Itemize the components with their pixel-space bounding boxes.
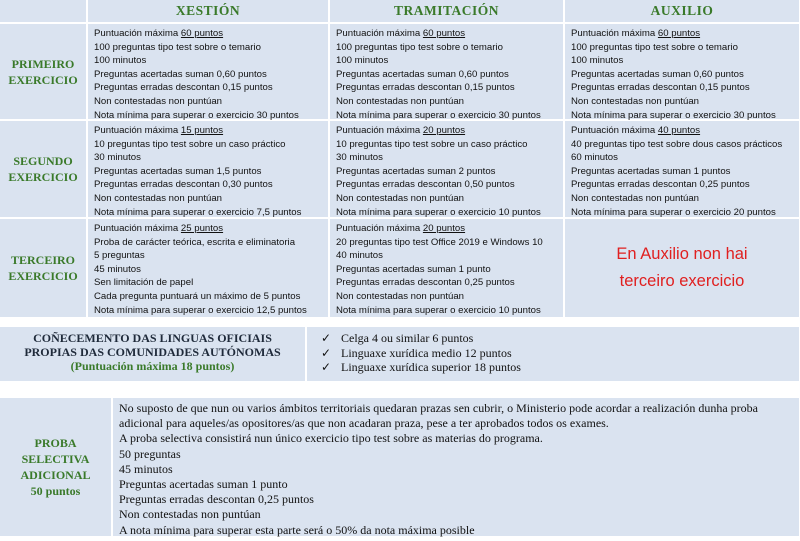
row-label-line: SEGUNDO bbox=[13, 154, 73, 168]
detail-line: 30 minutos bbox=[336, 152, 383, 164]
description-line: A nota mínima para superar esta parte será o 50% da nota máxima posible bbox=[119, 522, 475, 537]
detail-line: Non contestadas non puntúan bbox=[571, 95, 700, 107]
cell-terceiro-xestion bbox=[88, 219, 328, 317]
detail-line: 20 preguntas tipo test Office 2019 e Windows 10 bbox=[336, 236, 543, 248]
detail-line: Nota mínima para superar o exercicio 10 puntos bbox=[336, 206, 541, 218]
cell-segundo-tramitacion bbox=[330, 121, 563, 217]
additional-label-line: 50 puntos bbox=[30, 484, 81, 498]
detail-line: Nota mínima para superar o exercicio 30 puntos bbox=[571, 109, 776, 121]
row-label-line: TERCEIRO bbox=[10, 253, 75, 267]
languages-title-line: PROPIAS DAS COMUNIDADES AUTÓNOMAS bbox=[24, 345, 281, 359]
detail-line: 10 preguntas tipo test sobre un caso práctico bbox=[94, 138, 286, 150]
detail-line: Preguntas erradas descontan 0,25 puntos bbox=[571, 179, 750, 191]
detail-line: Non contestadas non puntúan bbox=[336, 290, 465, 302]
detail-line: Nota mínima para superar o exercicio 30 puntos bbox=[336, 109, 541, 121]
cell-segundo-auxilio bbox=[565, 121, 799, 217]
language-item: ✓ Linguaxe xurídica superior 18 puntos bbox=[321, 360, 521, 374]
cell-terceiro-auxilio-notice bbox=[565, 219, 799, 317]
language-item: ✓ Celga 4 ou similar 6 puntos bbox=[321, 331, 474, 345]
detail-line: Preguntas acertadas suman 1 punto bbox=[336, 263, 491, 275]
description-line: adicional para aqueles/as opositores/as que non acadaran praza, pese a ter aprobados todos os exames. bbox=[119, 416, 609, 431]
detail-line: 100 preguntas tipo test sobre o temario bbox=[336, 41, 503, 53]
detail-line: Preguntas erradas descontan 0,30 puntos bbox=[94, 179, 273, 191]
description-line: A proba selectiva consistirá nun único exercicio tipo test sobre as materias do programa. bbox=[119, 431, 543, 446]
notice-line: En Auxilio non hai bbox=[616, 245, 748, 263]
header-xestion: XESTIÓN bbox=[88, 0, 328, 22]
detail-line: Non contestadas non puntúan bbox=[94, 192, 223, 204]
detail-line: Cada pregunta puntuará un máximo de 5 puntos bbox=[94, 290, 301, 302]
row-label-primeiro bbox=[0, 24, 86, 119]
cell-primeiro-xestion bbox=[88, 24, 328, 119]
languages-list bbox=[307, 327, 799, 381]
additional-test-label bbox=[0, 398, 111, 536]
row-label-segundo bbox=[0, 121, 86, 217]
max-score: Puntuación máxima 60 puntos bbox=[94, 28, 224, 39]
max-score: Puntuación máxima 15 puntos bbox=[94, 125, 224, 136]
language-item: ✓ Linguaxe xurídica medio 12 puntos bbox=[321, 345, 512, 360]
detail-line: 10 preguntas tipo test sobre un caso práctico bbox=[336, 138, 528, 150]
additional-label-line: PROBA bbox=[34, 436, 77, 450]
row-label-line: EXERCICIO bbox=[8, 269, 78, 283]
detail-line: Preguntas erradas descontan 0,15 puntos bbox=[336, 82, 515, 94]
detail-line: 30 minutos bbox=[94, 152, 141, 164]
cell-primeiro-tramitacion bbox=[330, 24, 563, 119]
max-score: Puntuación máxima 20 puntos bbox=[336, 125, 466, 136]
detail-line: 5 preguntas bbox=[94, 250, 145, 262]
detail-line: 100 preguntas tipo test sobre o temario bbox=[571, 41, 738, 53]
max-score: Puntuación máxima 60 puntos bbox=[571, 28, 701, 39]
notice-line: terceiro exercicio bbox=[619, 272, 745, 290]
detail-line: Nota mínima para superar o exercicio 20 puntos bbox=[571, 206, 776, 218]
detail-line: Preguntas acertadas suman 0,60 puntos bbox=[94, 68, 267, 80]
detail-line: Preguntas erradas descontan 0,50 puntos bbox=[336, 179, 515, 191]
detail-line: Nota mínima para superar o exercicio 10 puntos bbox=[336, 304, 541, 316]
detail-line: Nota mínima para superar o exercicio 30 puntos bbox=[94, 109, 299, 121]
description-line: No suposto de que nun ou varios ámbitos territoriais quedaran prazas sen cubrir, o Ministerio pode acordar a realización dunha proba bbox=[119, 401, 758, 415]
languages-title bbox=[0, 327, 305, 381]
detail-line: Sen limitación de papel bbox=[94, 277, 194, 289]
header-tramitacion: TRAMITACIÓN bbox=[330, 0, 563, 22]
detail-line: 45 minutos bbox=[94, 263, 141, 275]
detail-line: Nota mínima para superar o exercicio 12,5 puntos bbox=[94, 304, 307, 316]
detail-line: Non contestadas non puntúan bbox=[336, 95, 465, 107]
detail-line: Non contestadas non puntúan bbox=[94, 95, 223, 107]
description-line: 50 preguntas bbox=[119, 446, 181, 461]
cell-primeiro-auxilio bbox=[565, 24, 799, 119]
detail-line: Non contestadas non puntúan bbox=[571, 192, 700, 204]
detail-line: Preguntas acertadas suman 2 puntos bbox=[336, 165, 496, 177]
row-label-line: EXERCICIO bbox=[8, 72, 78, 87]
check-icon: ✓ bbox=[321, 331, 332, 345]
detail-line: Preguntas erradas descontan 0,15 puntos bbox=[94, 82, 273, 94]
description-line: Preguntas erradas descontan 0,25 puntos bbox=[119, 492, 314, 507]
row-label-line: EXERCICIO bbox=[8, 170, 78, 184]
check-icon: ✓ bbox=[321, 345, 332, 360]
check-icon: ✓ bbox=[321, 360, 332, 374]
cell-segundo-xestion bbox=[88, 121, 328, 217]
additional-test-description bbox=[113, 398, 799, 536]
detail-line: 40 minutos bbox=[336, 250, 383, 262]
header-auxilio: AUXILIO bbox=[565, 0, 799, 22]
detail-line: 100 minutos bbox=[94, 55, 147, 67]
detail-line: Non contestadas non puntúan bbox=[336, 192, 465, 204]
cell-terceiro-tramitacion bbox=[330, 219, 563, 317]
languages-max-score: (Puntuación máxima 18 puntos) bbox=[70, 359, 235, 373]
max-score: Puntuación máxima 60 puntos bbox=[336, 28, 466, 39]
detail-line: Preguntas erradas descontan 0,15 puntos bbox=[571, 82, 750, 94]
description-line: 45 minutos bbox=[119, 461, 173, 476]
languages-title-line: COÑECEMENTO DAS LINGUAS OFICIAIS bbox=[33, 331, 272, 345]
corner-cell bbox=[0, 0, 86, 22]
detail-line: 40 preguntas tipo test sobre dous casos prácticos bbox=[571, 138, 783, 150]
detail-line: 100 minutos bbox=[571, 55, 624, 67]
additional-label-line: SELECTIVA bbox=[21, 452, 90, 466]
description-line: Non contestadas non puntúan bbox=[119, 507, 261, 522]
additional-label-line: ADICIONAL bbox=[20, 468, 91, 482]
detail-line: Nota mínima para superar o exercicio 7,5 puntos bbox=[94, 206, 302, 218]
max-score: Puntuación máxima 40 puntos bbox=[571, 125, 701, 136]
detail-line: 100 preguntas tipo test sobre o temario bbox=[94, 41, 261, 53]
detail-line: 100 minutos bbox=[336, 55, 389, 67]
detail-line: Proba de carácter teórica, escrita e eliminatoria bbox=[94, 236, 296, 248]
detail-line: Preguntas erradas descontan 0,25 puntos bbox=[336, 277, 515, 289]
detail-line: 60 minutos bbox=[571, 152, 618, 164]
row-label-line: PRIMEIRO bbox=[11, 56, 75, 71]
detail-line: Preguntas acertadas suman 0,60 puntos bbox=[571, 68, 744, 80]
row-label-terceiro bbox=[0, 219, 86, 317]
detail-line: Preguntas acertadas suman 0,60 puntos bbox=[336, 68, 509, 80]
detail-line: Preguntas acertadas suman 1 puntos bbox=[571, 165, 731, 177]
detail-line: Preguntas acertadas suman 1,5 puntos bbox=[94, 165, 262, 177]
max-score: Puntuación máxima 20 puntos bbox=[336, 223, 466, 234]
max-score: Puntuación máxima 25 puntos bbox=[94, 223, 224, 234]
description-line: Preguntas acertadas suman 1 punto bbox=[119, 477, 288, 492]
